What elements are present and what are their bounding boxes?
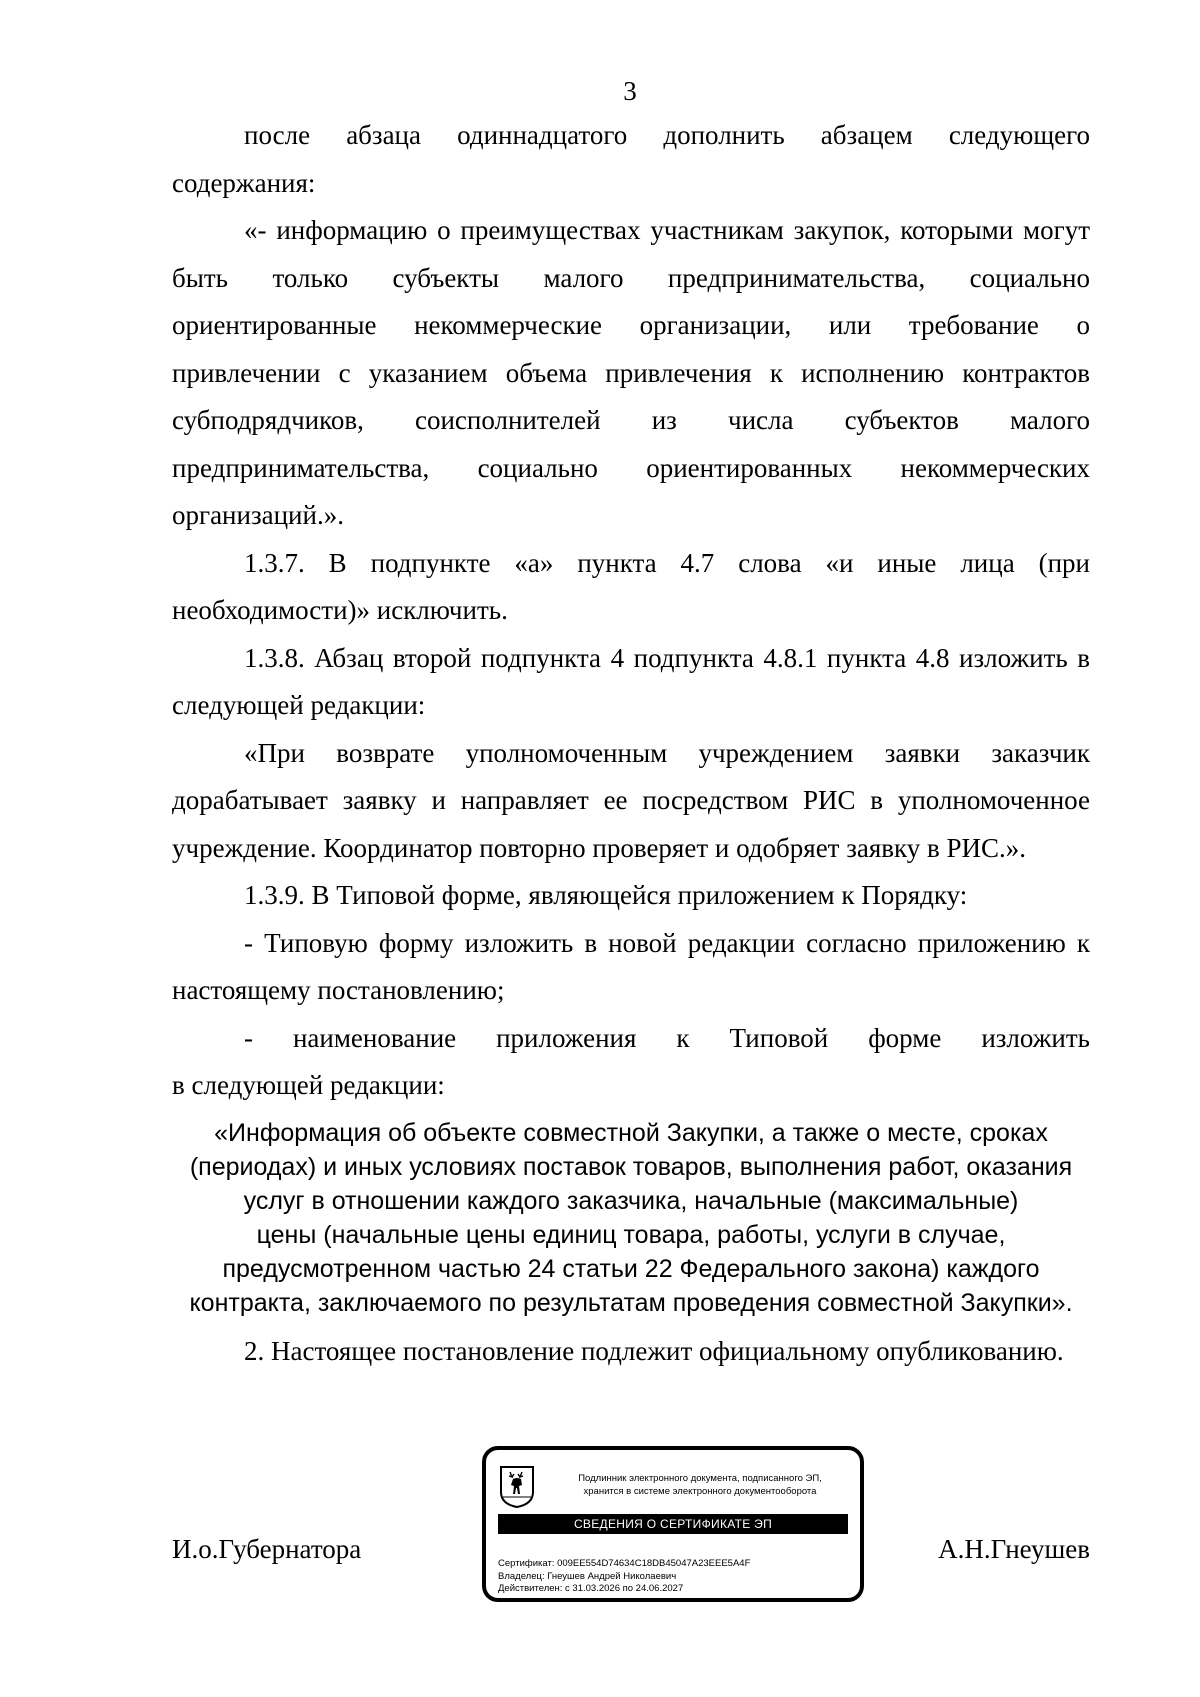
word: форме [868,1022,942,1053]
paragraph-amendment-intro: после абзаца одиннадцатого дополнить абзацем следующего содержания: [172,120,1090,198]
paragraph-quoted-return: «При возврате уполномоченным учреждением заявки заказчик дорабатывает заявку и направляет ее посредством РИС в уполномоченное учреждение. Координатор повторно проверяет и одобряет заявку в РИС.». [172,737,1090,863]
stamp-header: СВЕДЕНИЯ О СЕРТИФИКАТЕ ЭП [498,1514,848,1534]
certificate-number: Сертификат: 009EE554D74634C18DB45047A23EEE5A4F [498,1558,751,1569]
document-body [172,112,1090,1375]
stamp-note-line: Подлинник электронного документа, подписанного ЭП, [578,1473,822,1484]
certificate-validity: Действителен: с 31.03.2026 по 24.06.2027 [498,1583,684,1594]
stamp-note [544,1472,856,1498]
appendix-title-line: (периодах) и иных условиях поставок товаров, выполнения работ, оказания [189,1152,1073,1181]
word: приложения [496,1022,637,1053]
paragraph-typical-form: - Типовую форму изложить в новой редакции согласно приложению к настоящему постановлению; [172,927,1090,1005]
paragraph-appendix-name-line [172,1015,1090,1063]
paragraph-1-3-7: 1.3.7. В подпункте «а» пункта 4.7 слова «и иные лица (при необходимости)» исключить. [172,547,1090,625]
paragraph-1-3-9: 1.3.9. В Типовой форме, являющейся приложением к Порядку: [244,880,968,910]
word: Типовой [729,1022,829,1053]
appendix-title-line: контракта, заключаемого по результатам проведения совместной Закупки». [189,1288,1073,1317]
appendix-title-line: «Информация об объекте совместной Закупки, а также о месте, сроках [214,1118,1048,1147]
word: к [676,1022,690,1053]
deer-emblem-icon [498,1464,536,1508]
paragraph-2-publication: 2. Настоящее постановление подлежит официальному опубликованию. [244,1335,1064,1366]
word: - [244,1022,253,1053]
word: наименование [292,1022,457,1053]
paragraph-1-3-8: 1.3.8. Абзац второй подпункта 4 подпункта 4.8.1 пункта 4.8 изложить в следующей редакции: [172,642,1090,720]
signatory-name: А.Н.Гнеушев [938,1534,1090,1564]
paragraph-quoted-addition: «- информацию о преимуществах участникам закупок, которыми могут быть только субъекты малого предпринимательства, социально ориентированные некоммерческие организации, или требование о привлечении с указанием объема привлечения к исполнению контрактов субподрядчиков, соисполнителей из числа субъектов малого предпринимательства, социально ориентированных некоммерческих организаций.». [172,215,1090,530]
appendix-title-block [172,1116,1090,1320]
word: изложить [981,1022,1090,1053]
appendix-title-line: услуг в отношении каждого заказчика, начальные (максимальные) [243,1186,1019,1215]
stamp-note-line: хранится в системе электронного документооборота [583,1486,817,1497]
stamp-details [498,1558,856,1596]
electronic-signature-stamp [482,1446,864,1602]
appendix-title-line: предусмотренном частью 24 статьи 22 Федерального закона) каждого [222,1254,1040,1283]
certificate-owner: Владелец: Гнеушев Андрей Николаевич [498,1570,677,1582]
paragraph-appendix-name-cont: в следующей редакции: [172,1070,445,1100]
appendix-title-line: цены (начальные цены единиц товара, работы, услуги в случае, [256,1220,1006,1249]
signatory-position: И.о.Губернатора [172,1534,362,1564]
page-number: 3 [623,76,637,106]
